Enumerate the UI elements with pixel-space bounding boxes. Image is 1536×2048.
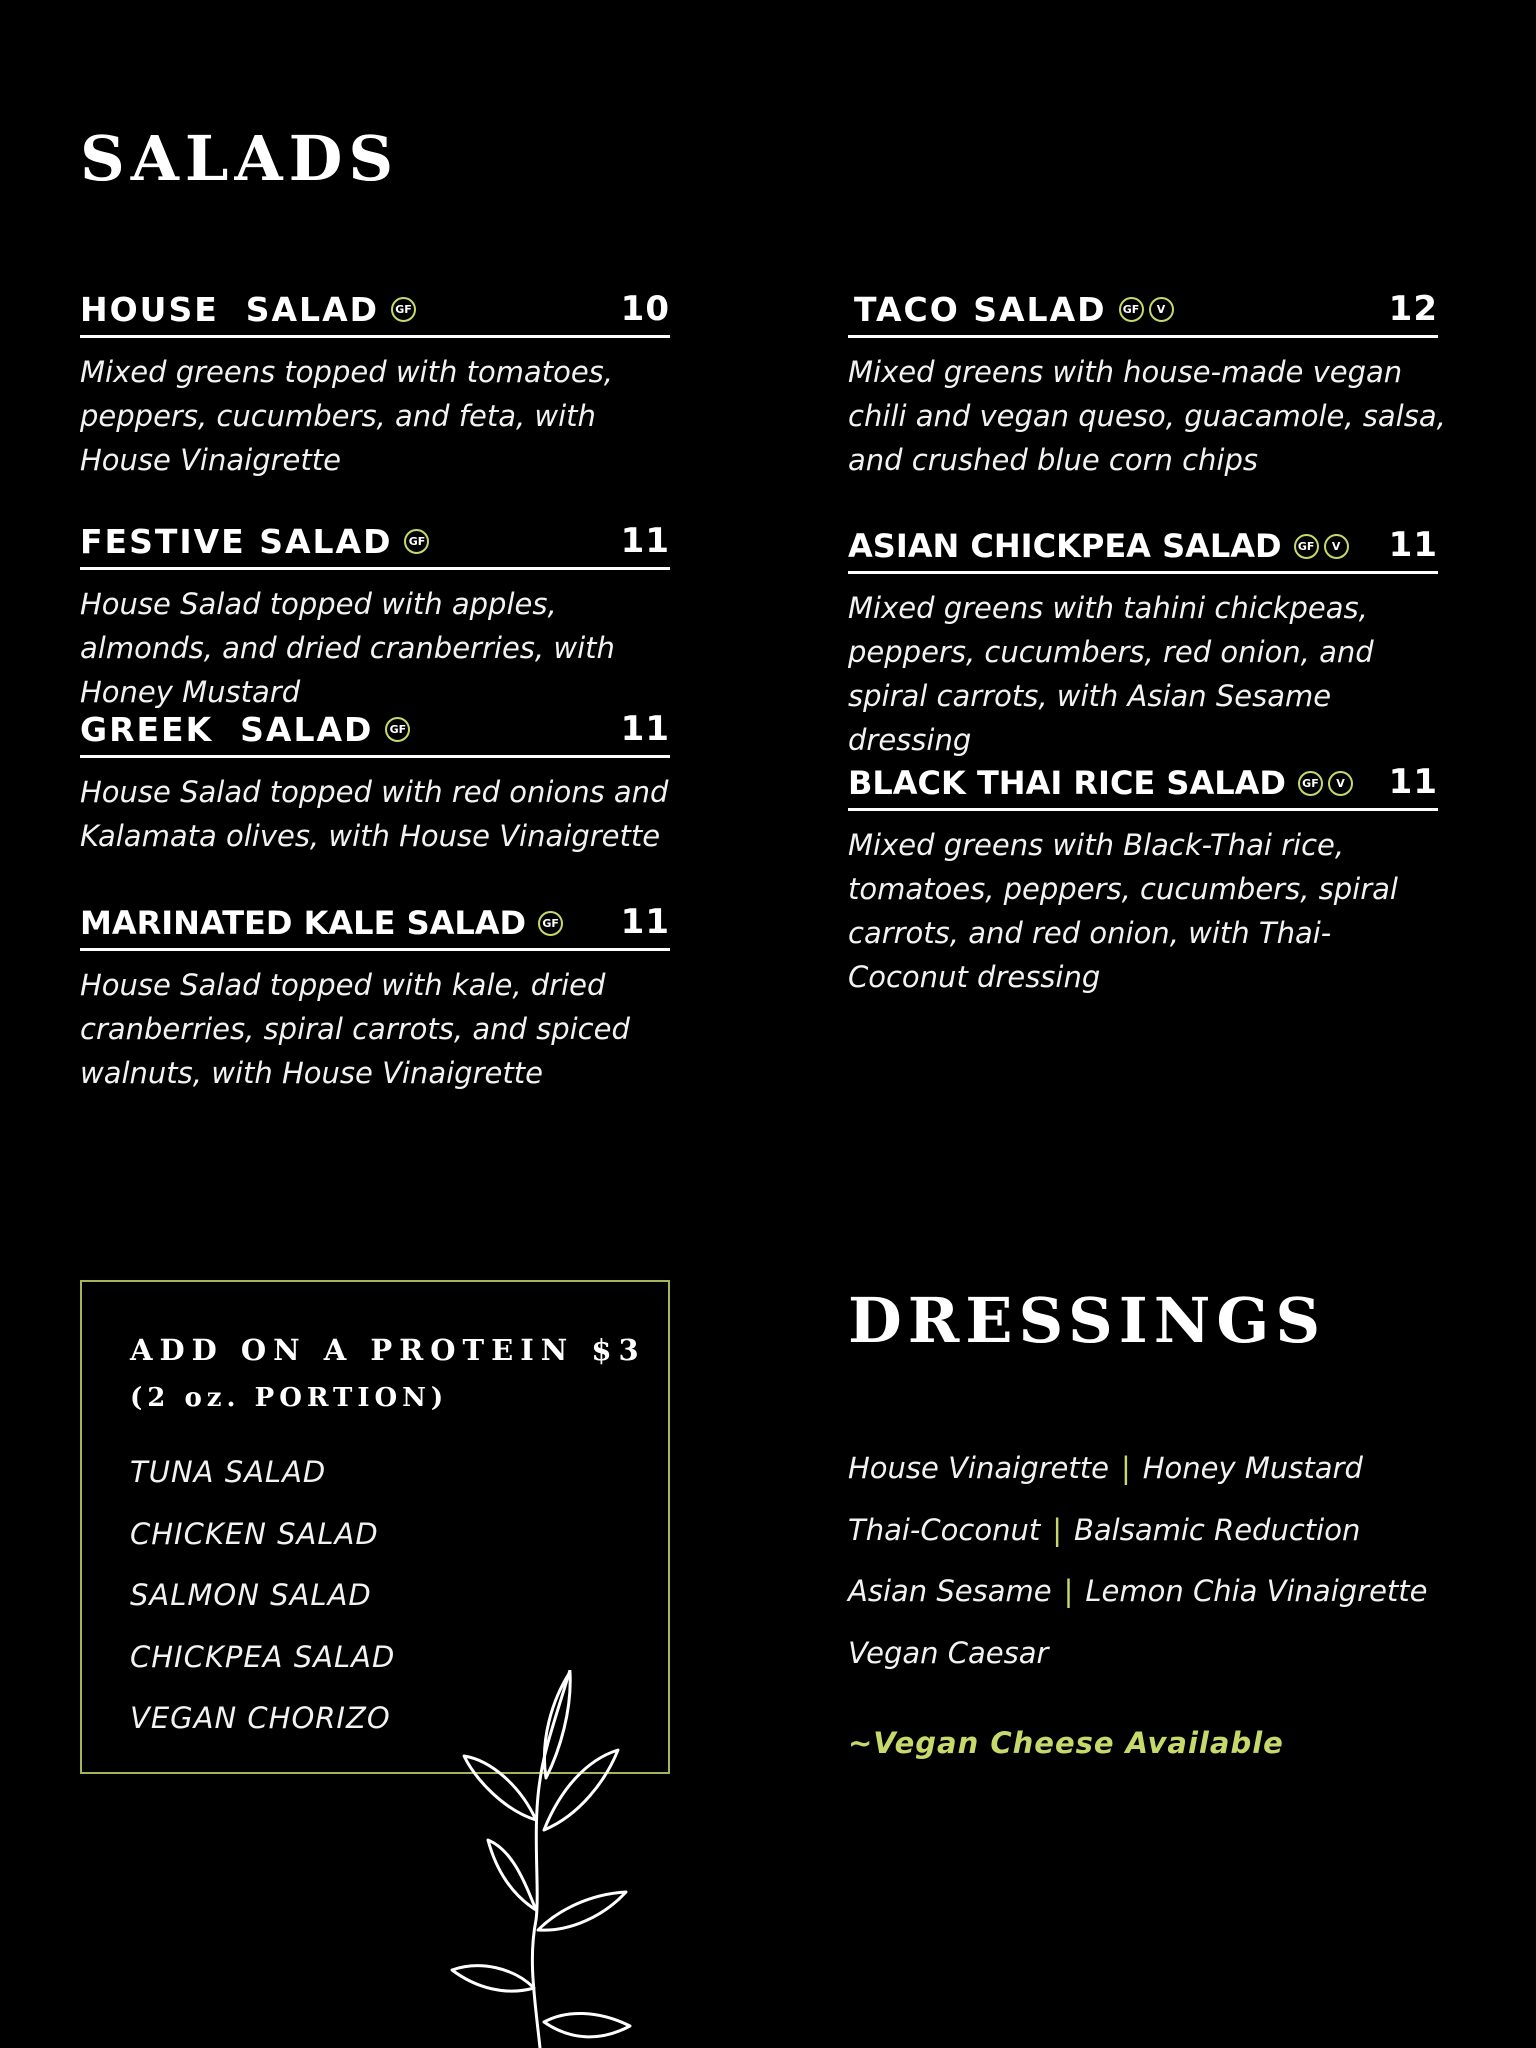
diet-badges	[1294, 534, 1349, 559]
dressing-row	[848, 1438, 1428, 1500]
salads-heading: SALADS	[80, 122, 400, 195]
menu-item-header	[848, 759, 1438, 811]
menu-item-house-salad	[80, 286, 670, 482]
menu-item-description: Mixed greens topped with tomatoes, peppers, cucumbers, and feta, with House Vinaigrette	[80, 355, 613, 477]
diet-badges	[404, 529, 429, 554]
gluten-free-badge-icon: GF	[385, 717, 410, 742]
gluten-free-badge-icon: GF	[1119, 297, 1144, 322]
gluten-free-badge-icon: GF	[391, 297, 416, 322]
diet-badges	[1119, 297, 1174, 322]
dressing-option: Honey Mustard	[1142, 1451, 1363, 1485]
menu-item-price: 11	[620, 709, 670, 749]
dressing-option: Thai-Coconut	[848, 1512, 1041, 1547]
vegan-badge-icon: V	[1328, 771, 1353, 796]
dressing-option: Vegan Caesar	[848, 1635, 1049, 1670]
menu-item-price: 10	[620, 289, 670, 329]
menu-item-title: MARINATED KALE SALAD	[80, 904, 527, 942]
menu-item-header	[848, 522, 1438, 574]
dressing-option: Balsamic Reduction	[1073, 1512, 1361, 1547]
protein-option: SALMON SALAD	[130, 1578, 372, 1612]
dressing-row	[848, 1561, 1428, 1623]
menu-item-price: 11	[620, 902, 670, 942]
protein-addon-title	[130, 1326, 646, 1422]
dressing-option: House Vinaigrette	[848, 1451, 1109, 1485]
protein-option: CHICKPEA SALAD	[130, 1639, 396, 1674]
menu-item-description: House Salad topped with red onions and Kalamata olives, with House Vinaigrette	[80, 775, 669, 853]
menu-item-header	[80, 899, 670, 951]
diet-badges	[1298, 771, 1353, 796]
menu-item-name	[80, 522, 429, 561]
menu-item-name	[80, 904, 563, 942]
gluten-free-badge-icon: GF	[404, 529, 429, 554]
gluten-free-badge-icon: GF	[1294, 534, 1319, 559]
dressing-separator: |	[1120, 1451, 1131, 1485]
menu-item-title: TACO SALAD	[854, 290, 1107, 329]
protein-list	[130, 1442, 395, 1750]
menu-item-price: 12	[1388, 289, 1438, 329]
menu-item-asian-chickpea-salad	[848, 522, 1438, 762]
dressing-list	[848, 1438, 1428, 1684]
dressing-separator: |	[1052, 1512, 1062, 1547]
menu-item-title: BLACK THAI RICE SALAD	[848, 764, 1286, 802]
menu-item-header	[80, 518, 670, 570]
protein-option: VEGAN CHORIZO	[130, 1701, 391, 1735]
dressing-row	[848, 1623, 1428, 1685]
diet-badges	[391, 297, 416, 322]
menu-item-price: 11	[1388, 525, 1438, 565]
menu-item-name	[854, 290, 1174, 329]
menu-item-header	[848, 286, 1438, 338]
menu-item-description: House Salad topped with apples, almonds, and dried cranberries, with Honey Mustard	[80, 587, 615, 709]
menu-item-price: 11	[1388, 762, 1438, 802]
dressing-separator: |	[1063, 1574, 1074, 1608]
menu-item-greek-salad	[80, 706, 670, 858]
menu-item-name	[80, 290, 416, 329]
menu-item-header	[80, 706, 670, 758]
menu-item-name	[80, 710, 410, 749]
menu-item-description: Mixed greens with tahini chickpeas, peppers, cucumbers, red onion, and spiral carrots, with Asian Sesame dressing	[848, 591, 1374, 757]
protein-option: CHICKEN SALAD	[130, 1516, 379, 1551]
protein-addon-heading: ADD ON A PROTEIN $3	[130, 1333, 646, 1367]
menu-item-marinated-kale-salad	[80, 899, 670, 1095]
menu-item-description: Mixed greens with house-made vegan chili and vegan queso, guacamole, salsa, and crushed blue corn chips	[848, 355, 1446, 477]
vegan-cheese-note: ~Vegan Cheese Available	[848, 1726, 1284, 1760]
menu-item-title: HOUSE SALAD	[80, 290, 380, 329]
menu-item-title: GREEK SALAD	[80, 710, 374, 749]
menu-item-name	[848, 764, 1353, 802]
vegan-badge-icon: V	[1149, 297, 1174, 322]
diet-badges	[538, 911, 563, 936]
menu-item-header	[80, 286, 670, 338]
protein-option: TUNA SALAD	[130, 1455, 327, 1489]
menu-item-price: 11	[620, 521, 670, 561]
menu-item-festive-salad	[80, 518, 670, 714]
dressing-option: Asian Sesame	[848, 1574, 1052, 1608]
menu-item-black-thai-rice-salad	[848, 759, 1438, 999]
protein-portion-note: (2 oz. PORTION)	[130, 1383, 449, 1413]
dressing-option: Lemon Chia Vinaigrette	[1085, 1574, 1428, 1608]
menu-item-title: FESTIVE SALAD	[80, 522, 393, 561]
menu-item-name	[848, 527, 1349, 565]
menu-item-title: ASIAN CHICKPEA SALAD	[848, 527, 1282, 565]
vegan-badge-icon: V	[1324, 534, 1349, 559]
menu-item-taco-salad	[848, 286, 1446, 482]
dressing-row	[848, 1500, 1428, 1562]
gluten-free-badge-icon: GF	[1298, 771, 1323, 796]
diet-badges	[385, 717, 410, 742]
menu-item-description: Mixed greens with Black-Thai rice, tomatoes, peppers, cucumbers, spiral carrots, and red onion, with Thai-Coconut dressing	[848, 828, 1398, 994]
leaf-sprig-icon	[440, 1670, 640, 2048]
menu-item-description: House Salad topped with kale, dried cranberries, spiral carrots, and spiced walnuts, with House Vinaigrette	[80, 968, 630, 1090]
dressings-heading: DRESSINGS	[848, 1284, 1327, 1357]
gluten-free-badge-icon: GF	[538, 911, 563, 936]
